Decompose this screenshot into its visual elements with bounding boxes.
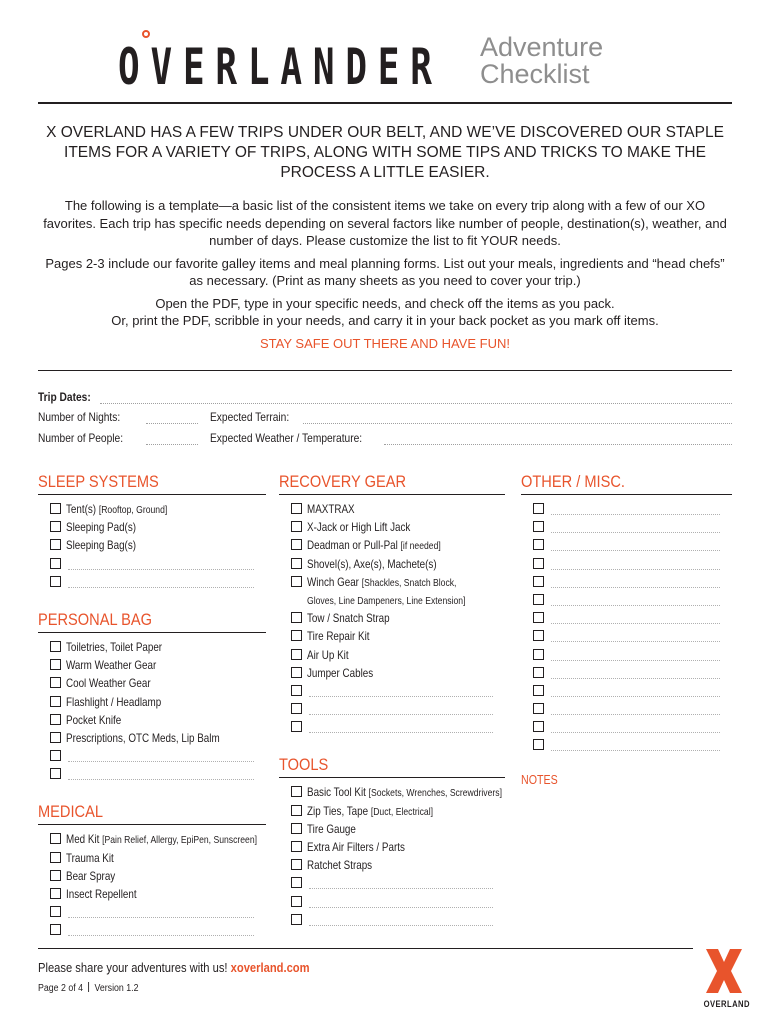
checklist-item[interactable] (38, 537, 266, 555)
item-label: Sleeping Bag(s) (66, 538, 137, 553)
checklist-item-blank[interactable] (521, 683, 732, 701)
checkbox[interactable] (533, 685, 544, 696)
blank-field[interactable] (551, 732, 720, 733)
blank-field[interactable] (551, 550, 720, 551)
brand-subtitle-line2: Checklist (480, 59, 590, 89)
checkbox[interactable] (291, 841, 302, 852)
xo-logo (700, 945, 748, 1011)
checklist-item-blank[interactable] (521, 610, 732, 628)
blank-field[interactable] (309, 907, 493, 908)
checkbox[interactable] (50, 750, 61, 761)
page-headline: X OVERLAND HAS A FEW TRIPS UNDER OUR BELT, AND WE’VE DISCOVERED OUR STAPLE ITEMS FOR A VARIETY OF TRIPS, ALONG WITH SOME TIPS AND TRICKS TO MAKE THE PROCESS A LITTLE EASIER. (46, 124, 724, 181)
checklist-item-blank[interactable] (279, 701, 505, 719)
checklist-item-blank[interactable] (38, 922, 266, 940)
checklist-item-blank[interactable] (38, 556, 266, 574)
checklist-item[interactable] (279, 647, 505, 665)
blank-field[interactable] (551, 514, 720, 515)
checkbox[interactable] (533, 703, 544, 714)
checklist-item[interactable] (38, 831, 266, 849)
page-info-separator (88, 982, 89, 992)
recovery-gear-title: RECOVERY GEAR (279, 472, 407, 491)
item-label: MAXTRAX (307, 502, 355, 516)
item-label: Insect Repellent (66, 887, 137, 901)
item-label: Winch Gear (307, 574, 359, 589)
blank-field[interactable] (309, 888, 493, 889)
people-label: Number of People: (38, 431, 124, 445)
checkbox[interactable] (291, 685, 302, 696)
item-label: Zip Ties, Tape (307, 803, 369, 818)
item-label: Prescriptions, OTC Meds, Lip Balm (66, 730, 220, 745)
checkbox[interactable] (533, 612, 544, 623)
item-label: Extra Air Filters / Parts (307, 840, 405, 854)
item-label: Deadman or Pull-Pal (307, 538, 398, 553)
checkbox[interactable] (50, 677, 61, 688)
checklist-item[interactable] (38, 886, 266, 904)
column-right (521, 472, 732, 787)
checklist-item[interactable] (279, 665, 505, 683)
checkbox[interactable] (291, 521, 302, 532)
version-label: Version 1.2 (94, 983, 139, 994)
checkbox[interactable] (50, 714, 61, 725)
blank-field[interactable] (551, 641, 720, 642)
checkbox[interactable] (291, 721, 302, 732)
checklist-item[interactable] (38, 501, 266, 519)
checkbox[interactable] (533, 539, 544, 550)
terrain-label: Expected Terrain: (210, 410, 290, 424)
intro-text (40, 197, 730, 357)
people-field[interactable] (146, 444, 198, 445)
logo-word: OVERLAND (703, 999, 750, 1009)
intro-line-3b: Or, print the PDF, scribble in your needs, and carry it in your back pocket as you mark off items. (111, 313, 659, 328)
checklist-item-blank[interactable] (521, 592, 732, 610)
checklist-item[interactable] (38, 850, 266, 868)
checkbox[interactable] (533, 739, 544, 750)
checklist-item-blank[interactable] (279, 894, 505, 912)
checklist-item-blank[interactable] (521, 519, 732, 537)
brand-dot-icon (142, 30, 150, 38)
blank-field[interactable] (68, 935, 254, 936)
checkbox[interactable] (50, 833, 61, 844)
blank-field[interactable] (551, 569, 720, 570)
column-left (38, 472, 266, 941)
checkbox[interactable] (50, 768, 61, 779)
checkbox[interactable] (50, 503, 61, 514)
checklist-item[interactable] (38, 639, 266, 657)
checkbox[interactable] (50, 732, 61, 743)
checkbox[interactable] (291, 914, 302, 925)
medical-list (38, 831, 266, 940)
blank-field[interactable] (68, 569, 254, 570)
checkbox[interactable] (533, 521, 544, 532)
checklist-item[interactable] (38, 694, 266, 712)
checkbox[interactable] (50, 906, 61, 917)
weather-label: Expected Weather / Temperature: (210, 431, 363, 445)
checkbox[interactable] (291, 558, 302, 569)
item-label: Basic Tool Kit (307, 785, 366, 800)
blank-field[interactable] (309, 925, 493, 926)
page-info (38, 982, 138, 994)
checklist-item[interactable] (279, 784, 505, 802)
checkbox[interactable] (291, 877, 302, 888)
item-label: Flashlight / Headlamp (66, 694, 162, 709)
blank-field[interactable] (309, 732, 493, 733)
checklist-item-blank[interactable] (521, 537, 732, 555)
checkbox[interactable] (533, 576, 544, 587)
checklist-item[interactable] (38, 675, 266, 693)
blank-field[interactable] (68, 587, 254, 588)
share-text: Please share your adventures with us! (38, 960, 228, 975)
intro-paragraph-2: Pages 2-3 include our favorite galley items and meal planning forms. List out your meals, ingredients and “head chefs” as necessary. (Print as many sheets as you need to cover your trip.) (45, 255, 725, 288)
item-label: Jumper Cables (307, 665, 374, 680)
checklist-item[interactable] (38, 712, 266, 730)
blank-field[interactable] (68, 917, 254, 918)
checklist-item-blank[interactable] (521, 719, 732, 737)
checklist-item[interactable] (279, 574, 505, 592)
intro-line-3a: Open the PDF, type in your specific needs, and check off the items as you pack. (155, 295, 615, 311)
checklist-item-blank[interactable] (521, 574, 732, 592)
checklist-item[interactable] (38, 657, 266, 675)
blank-field[interactable] (551, 605, 720, 606)
item-label: Toiletries, Toilet Paper (66, 639, 163, 654)
other-misc-title: OTHER / MISC. (521, 472, 625, 491)
intro-paragraph-1: The following is a template—a basic list of the consistent items we take on every trip along with a few of our XO favorites. Each trip has specific needs depending on several factors like number of people, destination(s), weather, and number of days. Please customize the list to fit YOUR needs. (43, 198, 727, 248)
checkbox[interactable] (50, 888, 61, 899)
checkbox[interactable] (291, 823, 302, 834)
terrain-field[interactable] (303, 423, 732, 424)
item-label: Warm Weather Gear (66, 658, 157, 673)
checkbox[interactable] (50, 924, 61, 935)
brand-subtitle (480, 34, 603, 88)
checklist-item-blank[interactable] (38, 766, 266, 784)
column-middle (279, 472, 505, 930)
blank-field[interactable] (309, 696, 493, 697)
blank-field[interactable] (551, 750, 720, 751)
personal-bag-title: PERSONAL BAG (38, 609, 153, 629)
x-logo-icon (700, 945, 748, 997)
checkbox[interactable] (291, 805, 302, 816)
checkbox[interactable] (291, 703, 302, 714)
checkbox[interactable] (533, 503, 544, 514)
checklist-item-blank[interactable] (521, 665, 732, 683)
checkbox[interactable] (291, 786, 302, 797)
blank-field[interactable] (551, 696, 720, 697)
checklist-item[interactable] (279, 556, 505, 574)
checkbox[interactable] (50, 558, 61, 569)
blank-field[interactable] (551, 532, 720, 533)
recovery-gear-list (279, 501, 505, 737)
checklist-item[interactable] (279, 857, 505, 875)
item-label: Tire Repair Kit (307, 629, 370, 644)
checkbox[interactable] (533, 630, 544, 641)
checklist-item-blank[interactable] (38, 904, 266, 922)
safe-message: STAY SAFE OUT THERE AND HAVE FUN! (260, 335, 510, 351)
checklist-item[interactable] (38, 730, 266, 748)
item-label: Sleeping Pad(s) (66, 520, 137, 535)
checkbox[interactable] (291, 539, 302, 550)
checklist-item-blank[interactable] (521, 737, 732, 755)
blank-field[interactable] (68, 761, 254, 762)
blank-field[interactable] (309, 714, 493, 715)
item-note: [Sockets, Wrenches, Screwdrivers] (368, 787, 502, 800)
sleep-systems-title: SLEEP SYSTEMS (38, 472, 159, 491)
item-note: [Rooftop, Ground] (98, 504, 168, 516)
item-note: Gloves, Line Dampeners, Line Extension] (307, 594, 466, 607)
checklist-item-blank[interactable] (279, 683, 505, 701)
item-note: [Duct, Electrical] (370, 805, 434, 818)
recovery-gear-rule (279, 494, 505, 495)
other-misc-list (521, 501, 732, 756)
weather-field[interactable] (384, 444, 732, 445)
checklist-item[interactable] (279, 803, 505, 821)
checklist-item-blank[interactable] (279, 875, 505, 893)
checkbox[interactable] (291, 667, 302, 678)
item-label: Shovel(s), Axe(s), Machete(s) (307, 556, 437, 571)
brand-header (118, 30, 618, 100)
checklist-item-blank[interactable] (279, 912, 505, 930)
intro-paragraph-3 (40, 295, 730, 330)
trip-details (38, 390, 732, 452)
notes-label: NOTES (521, 771, 558, 787)
tools-list (279, 784, 505, 930)
item-label: Air Up Kit (307, 647, 349, 662)
checkbox[interactable] (50, 852, 61, 863)
sleep-systems-list (38, 501, 266, 592)
checklist-item-blank[interactable] (521, 647, 732, 665)
checkbox[interactable] (291, 859, 302, 870)
checkbox[interactable] (533, 649, 544, 660)
checklist-item-blank[interactable] (521, 701, 732, 719)
item-label: Tent(s) (66, 502, 97, 516)
checkbox[interactable] (533, 721, 544, 732)
nights-field[interactable] (146, 423, 198, 424)
checklist-item[interactable] (279, 628, 505, 646)
item-label: Pocket Knife (66, 712, 122, 727)
checkbox[interactable] (291, 576, 302, 587)
personal-bag-list (38, 639, 266, 785)
checkbox[interactable] (50, 870, 61, 881)
checkbox[interactable] (50, 539, 61, 550)
website-link[interactable]: xoverland.com (230, 960, 310, 975)
footer-divider (38, 948, 693, 949)
item-label: Cool Weather Gear (66, 676, 151, 691)
checkbox[interactable] (50, 696, 61, 707)
item-label: Ratchet Straps (307, 858, 373, 873)
item-note: [if needed] (400, 540, 441, 553)
checklist-item[interactable] (38, 868, 266, 886)
checklist-item-blank[interactable] (279, 719, 505, 737)
checklist-item[interactable] (279, 839, 505, 857)
tools-rule (279, 777, 505, 778)
item-label: Trauma Kit (66, 850, 114, 865)
checklist-item[interactable] (279, 519, 505, 537)
checklist-item[interactable] (279, 501, 505, 519)
brand-subtitle-line1: Adventure (480, 32, 604, 62)
personal-bag-rule (38, 632, 266, 633)
checkbox[interactable] (533, 558, 544, 569)
item-label: Tow / Snatch Strap (307, 611, 390, 626)
checklist-item-continued (279, 592, 505, 610)
sleep-systems-rule (38, 494, 266, 495)
tools-title: TOOLS (279, 755, 329, 775)
item-note: [Shackles, Snatch Block, (361, 576, 457, 589)
checklist-item[interactable] (279, 821, 505, 839)
checkbox[interactable] (533, 667, 544, 678)
checkbox[interactable] (291, 612, 302, 623)
blank-field[interactable] (551, 587, 720, 588)
blank-field[interactable] (68, 779, 254, 780)
checklist-item[interactable] (279, 610, 505, 628)
item-label: X-Jack or High Lift Jack (307, 520, 411, 535)
checkbox[interactable] (291, 896, 302, 907)
checklist-item-blank[interactable] (521, 501, 732, 519)
checkbox[interactable] (291, 503, 302, 514)
medical-title: MEDICAL (38, 802, 103, 822)
blank-field[interactable] (551, 623, 720, 624)
checkbox[interactable] (291, 649, 302, 660)
blank-field[interactable] (551, 660, 720, 661)
checkbox[interactable] (50, 641, 61, 652)
checklist-item-blank[interactable] (521, 628, 732, 646)
nights-label: Number of Nights: (38, 410, 121, 424)
checklist-item-blank[interactable] (38, 748, 266, 766)
checkbox[interactable] (533, 594, 544, 605)
other-misc-rule (521, 494, 732, 495)
trip-dates-label: Trip Dates: (38, 390, 91, 404)
checkbox[interactable] (50, 521, 61, 532)
blank-field[interactable] (551, 714, 720, 715)
checklist-item-blank[interactable] (521, 556, 732, 574)
intro-divider (38, 370, 732, 371)
checklist-item-blank[interactable] (38, 574, 266, 592)
item-label: Bear Spray (66, 868, 116, 883)
trip-dates-field[interactable] (100, 403, 732, 404)
medical-rule (38, 824, 266, 825)
share-line (38, 960, 310, 975)
item-label: Med Kit (66, 832, 100, 847)
blank-field[interactable] (551, 678, 720, 679)
checklist-item[interactable] (38, 519, 266, 537)
brand-name: OVERLANDER (118, 38, 443, 96)
checkbox[interactable] (291, 630, 302, 641)
header-divider (38, 102, 732, 104)
checkbox[interactable] (50, 576, 61, 587)
item-label: Tire Gauge (307, 821, 356, 836)
page-number: Page 2 of 4 (38, 983, 84, 994)
checkbox[interactable] (50, 659, 61, 670)
item-note: [Pain Relief, Allergy, EpiPen, Sunscreen] (102, 834, 258, 847)
checklist-item[interactable] (279, 537, 505, 555)
